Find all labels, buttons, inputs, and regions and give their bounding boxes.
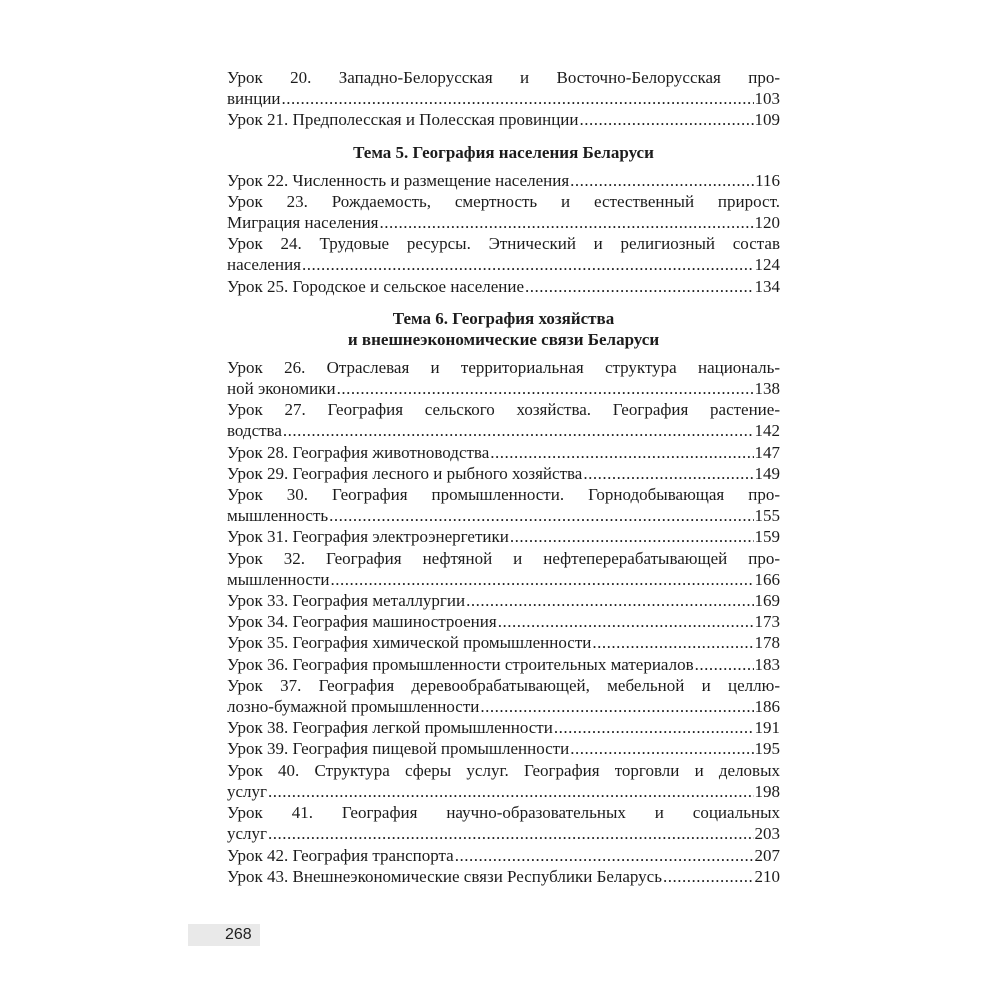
toc-entry[interactable]: [227, 442, 780, 463]
toc-entry-title: Урок 32. География нефтяной и нефтеперерабатывающей про-: [227, 548, 780, 568]
toc-entry[interactable]: [227, 233, 780, 275]
toc-page-number: 191: [754, 718, 780, 738]
page-number-badge: [188, 924, 260, 946]
toc-entry[interactable]: [227, 357, 780, 399]
section-heading: [227, 308, 780, 350]
toc-entry[interactable]: [227, 399, 780, 441]
toc-page-number: 178: [754, 633, 780, 653]
toc-page-number: 207: [754, 845, 780, 865]
dot-leader: [302, 254, 754, 275]
toc-entry[interactable]: [227, 67, 780, 109]
toc-page-number: 103: [754, 89, 780, 109]
toc-entry-final-line: [227, 109, 780, 130]
toc-entry-title: услуг: [227, 824, 268, 844]
toc-entry-final-line: [227, 442, 780, 463]
toc-entry-title: Урок 28. География животноводства: [227, 442, 490, 462]
toc-entry-title: лозно-бумажной промышленности: [227, 697, 480, 717]
dot-leader: [268, 823, 753, 844]
toc-entry-final-line: [227, 654, 780, 675]
toc-entry-title: услуг: [227, 781, 268, 801]
toc-entry-final-line: [227, 212, 780, 233]
dot-leader: [592, 632, 753, 653]
toc-page-number: 186: [754, 697, 780, 717]
page-number: 268: [225, 926, 252, 943]
toc-entry-title: Урок 24. Трудовые ресурсы. Этнический и религиозный состав: [227, 234, 780, 254]
toc-entry[interactable]: [227, 632, 780, 653]
toc-entry-line: [227, 357, 780, 378]
toc-entry[interactable]: [227, 526, 780, 547]
toc-entry-final-line: [227, 254, 780, 275]
toc-entry-final-line: [227, 738, 780, 759]
toc-entry-title: Урок 42. География транспорта: [227, 845, 454, 865]
toc-entry-title: Урок 35. География химической промышленности: [227, 633, 592, 653]
toc-entry[interactable]: [227, 191, 780, 233]
toc-entry-title: Урок 39. География пищевой промышленности: [227, 739, 570, 759]
toc-entry-title: Урок 29. География лесного и рыбного хозяйства: [227, 463, 583, 483]
toc-entry[interactable]: [227, 760, 780, 802]
toc-entry-final-line: [227, 526, 780, 547]
toc-page-number: 159: [754, 527, 780, 547]
toc-entry-title: Урок 38. География легкой промышленности: [227, 718, 553, 738]
toc-entry-final-line: [227, 276, 780, 297]
toc-entry-line: [227, 548, 780, 569]
table-of-contents: [227, 67, 780, 887]
toc-entry-line: [227, 233, 780, 254]
toc-entry[interactable]: [227, 463, 780, 484]
toc-entry-title: водства: [227, 421, 282, 441]
dot-leader: [282, 88, 754, 109]
toc-entry[interactable]: [227, 802, 780, 844]
toc-entry-title: винции: [227, 89, 281, 109]
toc-page-number: 109: [754, 110, 780, 130]
section-heading-line: Тема 6. География хозяйства: [392, 308, 615, 328]
toc-entry[interactable]: [227, 845, 780, 866]
toc-entry-line: [227, 399, 780, 420]
toc-page-number: 210: [754, 866, 780, 886]
toc-entry-final-line: [227, 378, 780, 399]
toc-entry-final-line: [227, 463, 780, 484]
dot-leader: [554, 717, 754, 738]
toc-entry-final-line: [227, 590, 780, 611]
dot-leader: [379, 212, 753, 233]
dot-leader: [283, 420, 754, 441]
toc-entry-final-line: [227, 611, 780, 632]
dot-leader: [663, 866, 754, 887]
toc-page-number: 198: [754, 781, 780, 801]
toc-entry-title: Урок 22. Численность и размещение населения: [227, 170, 570, 190]
toc-entry[interactable]: [227, 866, 780, 887]
toc-entry-final-line: [227, 632, 780, 653]
dot-leader: [490, 442, 753, 463]
section-heading-line: и внешнеэкономические связи Беларуси: [347, 329, 660, 349]
toc-entry-title: ной экономики: [227, 379, 336, 399]
toc-entry-title: Урок 30. География промышленности. Горнодобывающая про-: [227, 485, 780, 505]
toc-entry[interactable]: [227, 717, 780, 738]
toc-page-number: 147: [754, 442, 780, 462]
toc-entry-title: Урок 25. Городское и сельское население: [227, 276, 525, 296]
toc-page-number: 149: [754, 463, 780, 483]
toc-page-number: 134: [754, 276, 780, 296]
toc-entry-title: Урок 37. География деревообрабатывающей, мебельной и целлю-: [227, 675, 780, 695]
toc-page-number: 142: [754, 421, 780, 441]
toc-entry-final-line: [227, 88, 780, 109]
toc-entry-final-line: [227, 781, 780, 802]
toc-page-number: 138: [754, 379, 780, 399]
dot-leader: [510, 526, 754, 547]
toc-entry-title: Урок 27. География сельского хозяйства. География растение-: [227, 400, 780, 420]
dot-leader: [570, 170, 754, 191]
toc-entry[interactable]: [227, 276, 780, 297]
toc-page-number: 166: [754, 569, 780, 589]
dot-leader: [466, 590, 753, 611]
toc-page-number: 203: [754, 824, 780, 844]
toc-page-number: 120: [754, 213, 780, 233]
toc-entry-title: Урок 21. Предполесская и Полесская провинции: [227, 110, 579, 130]
toc-entry-line: [227, 760, 780, 781]
dot-leader: [480, 696, 753, 717]
toc-entry-line: [227, 484, 780, 505]
toc-entry-title: Урок 34. География машиностроения: [227, 612, 497, 632]
toc-page-number: 173: [754, 612, 780, 632]
toc-entry[interactable]: [227, 654, 780, 675]
toc-entry-title: Урок 36. География промышленности строительных материалов: [227, 654, 694, 674]
dot-leader: [455, 845, 754, 866]
toc-entry-title: Урок 26. Отраслевая и территориальная структура националь-: [227, 357, 780, 377]
dot-leader: [570, 738, 753, 759]
toc-page-number: 116: [755, 170, 780, 190]
toc-entry-line: [227, 675, 780, 696]
toc-entry-title: Урок 40. Структура сферы услуг. География торговли и деловых: [227, 760, 780, 780]
toc-entry-title: Миграция населения: [227, 213, 379, 233]
toc-page-number: 124: [754, 255, 780, 275]
toc-entry-title: Урок 20. Западно-Белорусская и Восточно-Белорусская про-: [227, 68, 780, 87]
toc-entry[interactable]: [227, 170, 780, 191]
toc-entry[interactable]: [227, 675, 780, 717]
toc-entry[interactable]: [227, 590, 780, 611]
toc-entry[interactable]: [227, 484, 780, 526]
toc-page-number: 155: [754, 506, 780, 526]
section-heading: [227, 142, 780, 163]
toc-entry-title: мышленности: [227, 569, 330, 589]
toc-entry-final-line: [227, 823, 780, 844]
toc-entry[interactable]: [227, 109, 780, 130]
toc-entry-line: [227, 802, 780, 823]
toc-entry-title: Урок 33. География металлургии: [227, 591, 466, 611]
toc-entry-line: [227, 67, 780, 88]
toc-entry[interactable]: [227, 611, 780, 632]
toc-entry-title: Урок 31. География электроэнергетики: [227, 527, 509, 547]
section-heading-line: Тема 5. География населения Беларуси: [353, 142, 654, 162]
toc-entry-final-line: [227, 569, 780, 590]
toc-entry[interactable]: [227, 738, 780, 759]
toc-entry-final-line: [227, 170, 780, 191]
toc-entry-title: населения: [227, 255, 301, 275]
toc-entry-final-line: [227, 866, 780, 887]
dot-leader: [580, 109, 754, 130]
toc-entry-title: Урок 23. Рождаемость, смертность и естественный прирост.: [227, 191, 780, 211]
toc-page-number: 169: [754, 591, 780, 611]
toc-entry-final-line: [227, 717, 780, 738]
toc-entry-line: [227, 191, 780, 212]
dot-leader: [268, 781, 753, 802]
toc-page-number: 195: [754, 739, 780, 759]
toc-entry-title: Урок 43. Внешнеэкономические связи Республики Беларусь: [227, 866, 662, 886]
dot-leader: [525, 276, 753, 297]
toc-entry-title: Урок 41. География научно-образовательных и социальных: [227, 803, 780, 823]
toc-entry-title: мышленность: [227, 506, 329, 526]
dot-leader: [583, 463, 753, 484]
toc-entry-final-line: [227, 696, 780, 717]
toc-entry[interactable]: [227, 548, 780, 590]
dot-leader: [331, 569, 754, 590]
toc-page-number: 183: [754, 654, 780, 674]
toc-entry-final-line: [227, 505, 780, 526]
dot-leader: [329, 505, 753, 526]
toc-entry-final-line: [227, 845, 780, 866]
dot-leader: [695, 654, 754, 675]
dot-leader: [498, 611, 754, 632]
dot-leader: [337, 378, 754, 399]
toc-entry-final-line: [227, 420, 780, 441]
